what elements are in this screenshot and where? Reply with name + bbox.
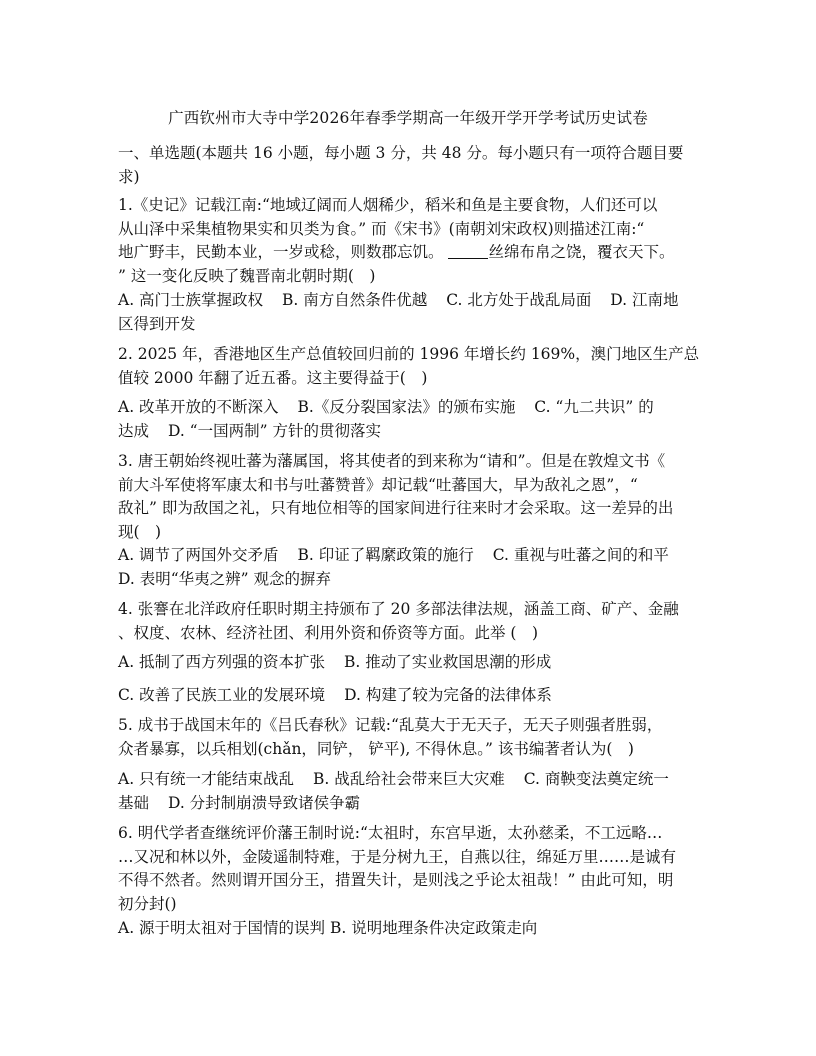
question-6-line-2: …又况和林以外，金陵遥制特难，于是分树九王，自燕以往，绵延万里……是诚有 xyxy=(118,847,677,866)
question-3-options-row-1 xyxy=(118,544,700,568)
question-2-option-c-cont: 达成 xyxy=(118,421,150,440)
question-5-line-2: 众者暴寡，以兵相划(chǎn，同铲， 铲平), 不得休息。” 该书编著者认为( ) xyxy=(118,739,634,758)
question-5-stem xyxy=(118,714,700,761)
question-5-line-1: 5. 成书于战国末年的《吕氏春秋》记载:“乱莫大于无天子，无天子则强者胜弱， xyxy=(118,716,663,734)
question-2-option-c: C. “九二共识” 的 xyxy=(534,398,654,416)
question-6-line-1: 6. 明代学者查继统评价藩王制时说:“太祖时，东宫早逝，太孙慈柔，不工远略… xyxy=(118,824,663,842)
question-6-stem xyxy=(118,822,700,916)
question-5-options xyxy=(118,768,700,815)
section-heading-line-2: 求) xyxy=(118,167,140,186)
question-3-line-2: 前大斗军使将军康太和书与吐蕃赞普》却记载“吐蕃国大，早为敌礼之恩”，“ xyxy=(118,475,638,494)
question-1-option-d: D. 江南地 xyxy=(610,291,679,309)
question-3-line-1: 3. 唐王朝始终视吐蕃为藩属国，将其使者的到来称为“请和”。但是在敦煌文书《 xyxy=(118,452,666,470)
question-6-line-3: 不得不然者。然则谓开国分王，措置失计，是则浅之乎论太祖哉！” 由此可知，明 xyxy=(118,871,674,889)
question-5-option-b: B. 战乱给社会带来巨大灾难 xyxy=(313,770,505,788)
question-2-option-b: B.《反分裂国家法》的颁布实施 xyxy=(297,398,516,416)
question-2-line-1: 2. 2025 年，香港地区生产总值较回归前的 1996 年增长约 169%，澳门地区生产总 xyxy=(118,345,700,363)
question-2-stem xyxy=(118,343,700,390)
question-4-option-c: C. 改善了民族工业的发展环境 xyxy=(118,686,326,704)
question-3-stem xyxy=(118,450,700,544)
question-3-option-a: A. 调节了两国外交矛盾 xyxy=(118,546,279,564)
question-4-line-2: 、权度、农林、经济社团、利用外资和侨资等方面。此举 ( ) xyxy=(118,623,539,642)
section-heading-line-1: 一、单选题(本题共 16 小题，每小题 3 分，共 48 分。每小题只有一项符合题目要 xyxy=(118,144,684,162)
question-4-option-d: D. 构建了较为完备的法律体系 xyxy=(344,686,552,704)
question-4-option-b: B. 推动了实业救国思潮的形成 xyxy=(344,653,552,671)
question-2-line-2: 值较 2000 年翻了近五番。这主要得益于( ) xyxy=(118,368,428,387)
question-3-option-c: C. 重视与吐蕃之间的和平 xyxy=(492,546,669,564)
fill-in-blank xyxy=(448,244,488,259)
question-6-option-b: B. 说明地理条件决定政策走向 xyxy=(330,919,538,937)
question-1-line-2: 从山泽中采集植物果实和贝类为食。” 而《宋书》(南朝刘宋政权)则描述江南:“ xyxy=(118,219,645,238)
question-6-line-4: 初分封() xyxy=(118,894,177,913)
question-2-option-a: A. 改革开放的不断深入 xyxy=(118,398,279,416)
question-1-options xyxy=(118,289,700,336)
question-3-line-4: 现( ) xyxy=(118,522,162,541)
question-4-options-1 xyxy=(118,651,700,675)
question-2-option-d: D. “一国两制” 方针的贯彻落实 xyxy=(167,421,381,440)
section-heading xyxy=(118,142,700,189)
question-1-stem xyxy=(118,194,700,288)
question-6-options xyxy=(118,917,700,941)
question-5-option-a: A. 只有统一才能结束战乱 xyxy=(118,770,295,788)
question-5-option-c: C. 商鞅变法奠定统一 xyxy=(523,770,669,788)
question-5-option-d: D. 分封制崩溃导致诸侯争霸 xyxy=(167,793,361,812)
question-3-options xyxy=(118,544,700,591)
question-6-options-row-1 xyxy=(118,917,700,941)
question-1-line-3-part-a: 地广野丰，民勤本业，一岁或稔，则数郡忘饥。 xyxy=(118,243,444,261)
question-3-option-b: B. 印证了羁縻政策的施行 xyxy=(297,546,474,564)
question-1-option-b: B. 南方自然条件优越 xyxy=(282,291,428,309)
question-1-line-3 xyxy=(118,241,700,265)
question-4-options-2 xyxy=(118,684,700,708)
question-4-options-row-1 xyxy=(118,651,700,675)
question-1-option-c: C. 北方处于战乱局面 xyxy=(446,291,592,309)
question-2-options xyxy=(118,396,700,443)
question-6-option-a: A. 源于明太祖对于国情的误判 xyxy=(118,919,326,937)
question-1-line-3-part-b: 丝绵布帛之饶，覆衣天下。 xyxy=(488,243,675,261)
question-1-line-4: ” 这一变化反映了魏晋南北朝时期( ) xyxy=(118,266,376,285)
question-1-line-1: 1.《史记》记载江南:“地域辽阔而人烟稀少，稻米和鱼是主要食物，人们还可以 xyxy=(118,196,658,214)
question-2-options-row-1 xyxy=(118,396,700,420)
question-3-line-3: 敌礼” 即为敌国之礼，只有地位相等的国家间进行往来时才会采取。这一差异的出 xyxy=(118,499,674,517)
question-2-options-row-2 xyxy=(118,420,700,444)
question-4-option-a: A. 抵制了西方列强的资本扩张 xyxy=(118,653,326,671)
question-3-option-d: D. 表明“华夷之辨” 观念的摒弃 xyxy=(118,569,332,588)
question-5-options-row-1 xyxy=(118,768,700,792)
question-1-options-row-1 xyxy=(118,289,700,313)
question-4-stem xyxy=(118,598,700,645)
question-1-option-a: A. 高门士族掌握政权 xyxy=(118,291,264,309)
question-1-option-d-cont: 区得到开发 xyxy=(118,314,196,333)
question-5-option-c-cont: 基础 xyxy=(118,793,150,812)
question-4-line-1: 4. 张謇在北洋政府任职时期主持颁布了 20 多部法律法规，涵盖工商、矿产、金融 xyxy=(118,600,679,618)
exam-title: 广西钦州市大寺中学2026年春季学期高一年级开学开学考试历史试卷 xyxy=(168,109,648,127)
question-5-options-row-2 xyxy=(118,792,700,816)
question-4-options-row-2 xyxy=(118,684,700,708)
